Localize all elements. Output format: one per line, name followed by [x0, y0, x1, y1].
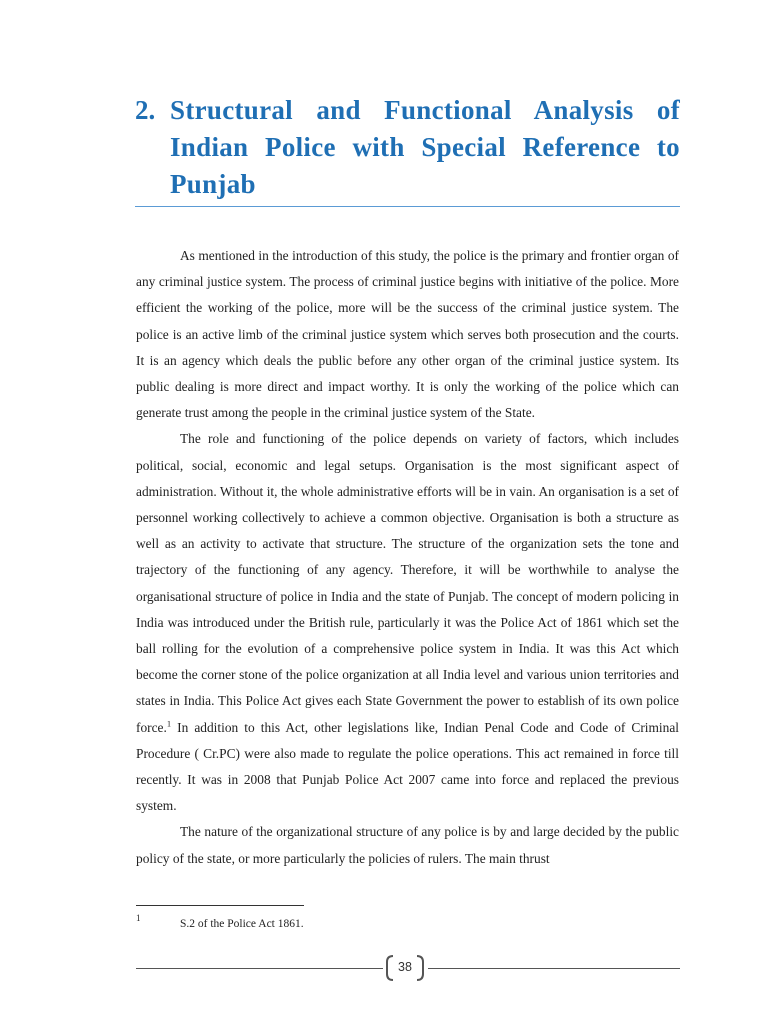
page-number-bracket — [385, 954, 425, 982]
page-number: 38 — [398, 960, 412, 974]
footer-line-left — [136, 968, 383, 969]
paragraph-1: As mentioned in the introduction of this study, the police is the primary and frontier organ of any criminal justice system. The process of criminal justice begins with initiative of the police. More efficient the working of the police, more will be the success of the criminal justice system. The police is an active limb of the criminal justice system which serves both prosecution and the courts. It is an agency which deals the public before any other organ of the criminal justice system. Its public dealing is more direct and impact worthy. It is only the working of the police which can generate trust among the people in the criminal justice system of the State. — [136, 248, 679, 421]
heading-divider — [135, 206, 680, 207]
footer-line-right — [428, 968, 680, 969]
footnote-text: S.2 of the Police Act 1861. — [180, 918, 304, 930]
chapter-number: 2. — [135, 95, 156, 125]
paragraph-2 — [136, 426, 679, 819]
paragraph-3: The nature of the organizational structure of any police is by and large decided by the public policy of the state, or more particularly the policies of rulers. The main thrust — [136, 824, 679, 866]
footnote-mark: 1 — [136, 913, 141, 923]
body-text — [136, 243, 679, 872]
footnote-reference[interactable]: 1 — [166, 718, 172, 729]
paragraph-2-text-start: The role and functioning of the police depends on variety of factors, which includes political, social, economic and legal setups. Organisation is the most significant aspect of administration. Without it, the whole administrative efforts will be in vain. An organisation is a set of personnel working collectively to achieve a common objective. Organisation is both a structure as well as an activity to activate that structure. The structure of the organization sets the tone and trajectory of the functioning of any agency. Therefore, it will be worthwhile to analyse the organisational structure of police in India and the state of Punjab. The concept of modern policing in India was introduced under the British rule, particularly it was the Police Act of 1861 which set the ball rolling for the evolution of a comprehensive police system in India. It was this Act which become the corner stone of the police organization at all India level and various union territories and states in India. This Police Act gives each State Government the power to establish of its own police force. — [136, 431, 679, 735]
chapter-heading — [135, 92, 680, 203]
page-footer — [136, 954, 680, 984]
paragraph-2-text-end: In addition to this Act, other legislations like, Indian Penal Code and Code of Criminal Procedure ( Cr.PC) were also made to regulate the police operations. This act remained in force till recently. It was in 2008 that Punjab Police Act 2007 came into force and replaced the previous system. — [136, 719, 679, 814]
footnote-divider — [136, 905, 304, 906]
chapter-title: Structural and Functional Analysis of Indian Police with Special Reference to Punjab — [170, 95, 680, 199]
